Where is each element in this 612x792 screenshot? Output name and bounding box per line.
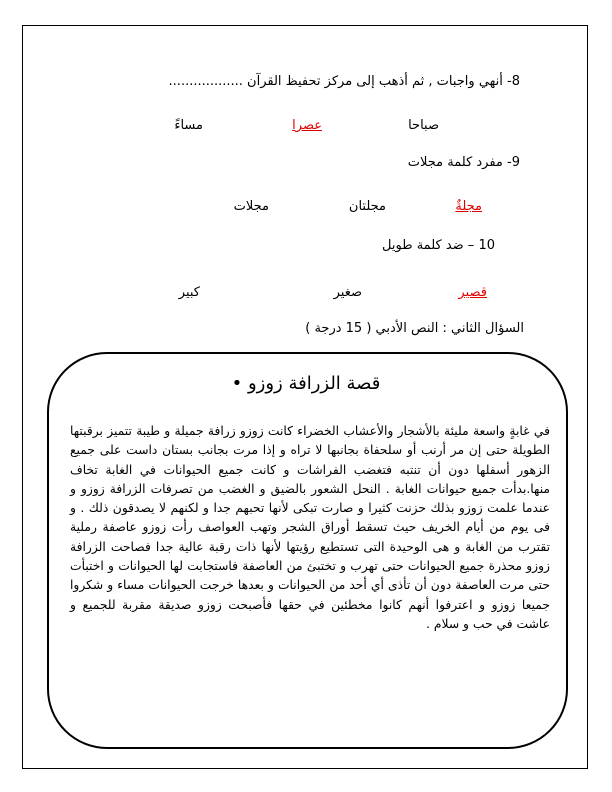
q10-option-1-answer: قصير — [458, 285, 487, 300]
question-8: 8- أنهي واجبات , ثم أذهب إلى مركز تحفيظ القرآن .................. — [168, 74, 520, 89]
question-9: 9- مفرد كلمة مجلات — [407, 155, 520, 170]
q9-option-3: مجلات — [233, 199, 269, 214]
story-title-text: قصة الزرافة زوزو — [247, 373, 381, 394]
q9-option-2: مجلتان — [348, 199, 386, 214]
story-paragraph: في غابةٍ واسعة مليئة بالأشجار والأعشاب الخضراء كانت زوزو زرافة جميلة و طيبة تتميز برقبتها الطويلة حتى إن مر أرنب أو سلحفاة بجانبها لا تراه و إذا مرت بجانب بستان داست على جميع الزهور أسفلها دون أن تنتبه فتغضب الفراشات و كانت جميع الحيوانات في الغابة تخاف منها.بدأت جميع حيوانات الغابة . النحل الشعور بالضيق و الغضب من تصرفات الزرافة زوزو و عندما علمت زوزو بذلك حزنت كثيرا و صارت تبكى لأنها تحبهم جدا و لكنهم لا يصدقون ذلك . و فى يوم من أيام الخريف حيث تسقط أوراق الشجر وتهب العواصف رأت زوزو عاصفة رملية تقترب من الغابة و هى الوحيدة التى تستطيع رؤيتها لأنها ذات رقبة عالية جدا فصاحت الزرافة زوزو محذرة جميع الحيوانات حتى تهرب و تختبئ من العاصفة فاستجابت لها الحيوانات و اختبأت حتى مرت العاصفة دون أن تأذى أي أحد من الحيوانات و بعدها خرجت الحيوانات مساء و شكروا جميعا زوزو و اعترفوا أنهم كانوا مخطئين في حقها فأصبحت زوزو صديقة مقربة للجميع و عاشت في حب و سلام . — [70, 424, 550, 631]
story-title — [0, 373, 612, 394]
q10-option-3: كبير — [178, 285, 200, 300]
q8-option-3: مساءً — [174, 118, 203, 133]
q8-option-2-answer: عصرا — [292, 118, 322, 133]
section-2-heading: السؤال الثاني : النص الأدبي ( 15 درجة ) — [305, 321, 524, 336]
q8-option-1: صباحا — [408, 118, 439, 133]
question-10: 10 – ضد كلمة طويل — [382, 238, 495, 253]
bullet-icon: • — [231, 373, 243, 394]
q9-option-1-answer: مجلةٌ — [455, 199, 482, 214]
q10-option-2: صغير — [333, 285, 362, 300]
